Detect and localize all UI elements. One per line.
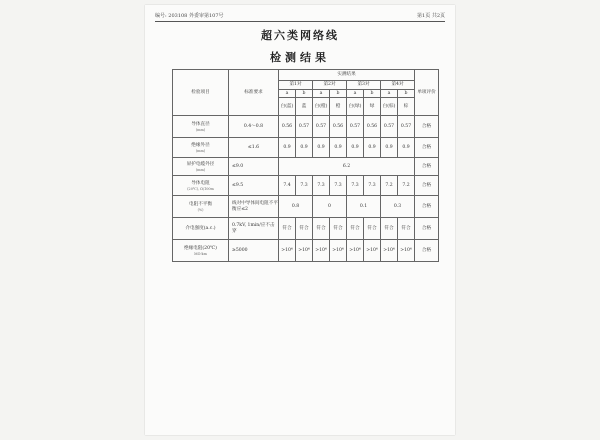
row-standard: 线对中导体间电阻不平衡应≤2: [229, 196, 279, 218]
pair-header: 第1对: [279, 81, 313, 90]
row-item: 电阻不平衡 (%): [173, 196, 229, 218]
row-standard: ≤9.0: [229, 158, 279, 176]
value-cell: 符合: [398, 218, 415, 240]
value-cell: 0.9: [347, 138, 364, 158]
report-page: [145, 5, 455, 435]
row-verdict: 合格: [415, 138, 439, 158]
value-cell: 7.3: [330, 176, 347, 196]
value-cell: 0.9: [364, 138, 381, 158]
wire-color: 白(绿): [347, 98, 364, 116]
table-row: [173, 240, 439, 262]
value-cell: 0.57: [296, 116, 313, 138]
wire-ab: a: [279, 90, 296, 98]
page-number: 第1页 共2页: [417, 13, 445, 19]
report-number: 编号: 203108 外委审第107号: [155, 13, 224, 19]
wire-ab: b: [398, 90, 415, 98]
row-item: 导体直径 (mm): [173, 116, 229, 138]
value-cell: 0.9: [279, 138, 296, 158]
row-item: 绝缘电阻(20℃) MΩ·km: [173, 240, 229, 262]
table-row: [173, 116, 439, 138]
wire-color: 蓝: [296, 98, 313, 116]
table-row: [173, 176, 439, 196]
pair-value-cell: 0.1: [347, 196, 381, 218]
row-verdict: 合格: [415, 176, 439, 196]
value-cell: 7.3: [296, 176, 313, 196]
value-cell: 符合: [381, 218, 398, 240]
wire-ab: a: [313, 90, 330, 98]
table-row: [173, 158, 439, 176]
table-row: [173, 218, 439, 240]
report-subtitle: 检测结果: [270, 51, 330, 64]
header-item: 检验项目: [173, 70, 229, 116]
row-item: 绝缘外径 (mm): [173, 138, 229, 158]
value-cell: 7.2: [398, 176, 415, 196]
pair-value-cell: 0.3: [381, 196, 415, 218]
value-cell: 0.9: [381, 138, 398, 158]
value-cell: 0.9: [398, 138, 415, 158]
value-cell: 0.56: [364, 116, 381, 138]
pair-header: 第3对: [347, 81, 381, 90]
value-cell: >10⁴: [364, 240, 381, 262]
header-standard: 标准要求: [229, 70, 279, 116]
value-cell: 符合: [364, 218, 381, 240]
value-cell: 0.57: [313, 116, 330, 138]
value-cell: >10⁴: [296, 240, 313, 262]
pair-value-cell: 0: [313, 196, 347, 218]
wire-ab: a: [347, 90, 364, 98]
value-cell: >10⁴: [398, 240, 415, 262]
wire-ab: b: [330, 90, 347, 98]
value-cell: 符合: [296, 218, 313, 240]
value-cell: 0.9: [330, 138, 347, 158]
row-standard: 0.7kV, 1min/应不击穿: [229, 218, 279, 240]
wire-color: 橙: [330, 98, 347, 116]
row-verdict: 合格: [415, 196, 439, 218]
value-cell: 0.56: [330, 116, 347, 138]
merged-value-cell: 6.2: [279, 158, 415, 176]
value-cell: 0.57: [347, 116, 364, 138]
row-standard: ≤1.6: [229, 138, 279, 158]
pair-header: 第4对: [381, 81, 415, 90]
row-verdict: 合格: [415, 158, 439, 176]
wire-ab: b: [364, 90, 381, 98]
value-cell: >10⁴: [381, 240, 398, 262]
value-cell: 7.4: [279, 176, 296, 196]
pair-value-cell: 0.8: [279, 196, 313, 218]
value-cell: 0.57: [381, 116, 398, 138]
row-verdict: 合格: [415, 218, 439, 240]
value-cell: 7.3: [347, 176, 364, 196]
row-standard: ≤9.5: [229, 176, 279, 196]
value-cell: 7.3: [364, 176, 381, 196]
results-table: [172, 69, 439, 262]
value-cell: >10⁴: [279, 240, 296, 262]
value-cell: 7.3: [313, 176, 330, 196]
wire-color: 白(橙): [313, 98, 330, 116]
row-verdict: 合格: [415, 116, 439, 138]
wire-color: 白(蓝): [279, 98, 296, 116]
wire-color: 棕: [398, 98, 415, 116]
value-cell: 符合: [330, 218, 347, 240]
header-verdict: 单项评价: [415, 70, 439, 116]
value-cell: 7.2: [381, 176, 398, 196]
header-measured: 实测结果: [279, 70, 415, 81]
value-cell: 0.57: [398, 116, 415, 138]
wire-color: 绿: [364, 98, 381, 116]
pair-header: 第2对: [313, 81, 347, 90]
value-cell: 0.9: [313, 138, 330, 158]
value-cell: 符合: [347, 218, 364, 240]
table-row: [173, 138, 439, 158]
wire-ab: a: [381, 90, 398, 98]
value-cell: 符合: [279, 218, 296, 240]
row-item: 导体电阻 (20℃), Ω/100m: [173, 176, 229, 196]
table-row: [173, 196, 439, 218]
value-cell: 符合: [313, 218, 330, 240]
row-verdict: 合格: [415, 240, 439, 262]
value-cell: >10⁴: [330, 240, 347, 262]
row-item: 介电强度(a.c.): [173, 218, 229, 240]
value-cell: >10⁴: [347, 240, 364, 262]
value-cell: 0.9: [296, 138, 313, 158]
value-cell: >10⁴: [313, 240, 330, 262]
value-cell: 0.56: [279, 116, 296, 138]
wire-color: 白(棕): [381, 98, 398, 116]
row-item: 屏护电缆外径 (mm): [173, 158, 229, 176]
row-standard: 0.4～0.8: [229, 116, 279, 138]
report-title: 超六类网络线: [261, 29, 339, 42]
row-standard: ≥5000: [229, 240, 279, 262]
wire-ab: b: [296, 90, 313, 98]
page-header: [155, 9, 445, 22]
